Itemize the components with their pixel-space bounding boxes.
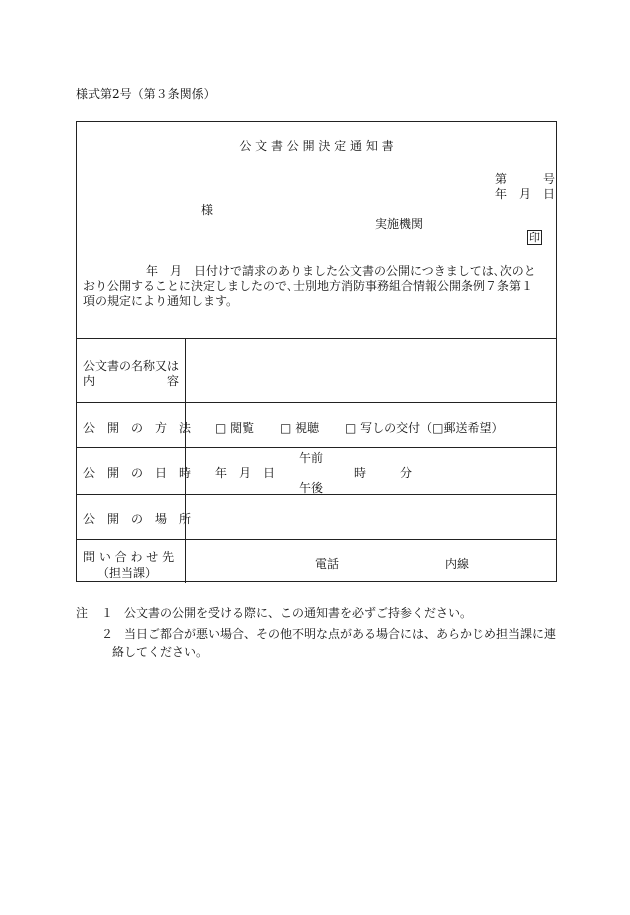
divider [77,447,556,448]
divider [77,402,556,403]
notes-prefix: 注 [76,606,89,620]
divider [77,539,556,540]
contact-sublabel: （担当課） [97,566,158,580]
document-name-label-b: 容 [167,374,180,388]
datetime-date[interactable]: 年 月 日 [215,466,276,480]
contact-phone[interactable]: 電話 [315,557,340,571]
notice-body-line-3: 項の規定により通知します。 [83,294,239,308]
note-1-text: 公文書の公開を受ける際に、この通知書を必ずご持参ください。 [124,606,473,620]
document-number: 第 号 [495,172,556,186]
notice-body-line-2: おり公開することに決定しましたので､士別地方消防事務組合情報公開条例７条第１ [83,279,534,293]
place-label: 公 開 の 場 所 [83,512,192,526]
document-name-field[interactable] [187,340,555,400]
method-option-copy[interactable]: □ 写しの交付（□郵送希望） [345,421,504,435]
note-2-number: ２ [101,627,114,641]
contact-extension[interactable]: 内線 [445,557,470,571]
document-name-label: 公文書の名称又は [83,359,180,373]
method-option-view[interactable]: □ 閲覧 [215,421,255,435]
datetime-hour[interactable]: 時 [354,466,367,480]
contact-label: 問 い 合 わ せ 先 [83,550,175,564]
addressee-suffix: 様 [201,203,214,217]
issue-date: 年 月 日 [495,187,556,201]
datetime-minute[interactable]: 分 [400,466,413,480]
column-divider [185,338,186,583]
form-number: 様式第2号（第３条関係） [76,87,216,101]
note-1-number: １ [101,606,114,620]
datetime-label: 公 開 の 日 時 [83,466,192,480]
notification-form [76,121,557,582]
seal-mark: 印 [529,231,540,244]
form-title: 公 文 書 公 開 決 定 通 知 書 [239,139,394,153]
document-name-label-a: 内 [83,374,96,388]
divider [77,338,556,339]
method-label: 公 開 の 方 法 [83,421,192,435]
datetime-am[interactable]: 午前 [299,451,324,465]
datetime-pm[interactable]: 午後 [299,481,324,495]
method-option-watch[interactable]: □ 視聴 [280,421,320,435]
note-2-text: 当日ご都合が悪い場合、その他不明な点がある場合には、あらかじめ担当課に連 [124,627,557,641]
notice-body-line-1: 年 月 日付けで請求のありました公文書の公開につきましては､次のと [146,264,536,278]
issuer-label: 実施機関 [375,217,424,231]
place-field[interactable] [187,496,555,537]
note-2-continuation: 絡してください。 [112,645,209,659]
